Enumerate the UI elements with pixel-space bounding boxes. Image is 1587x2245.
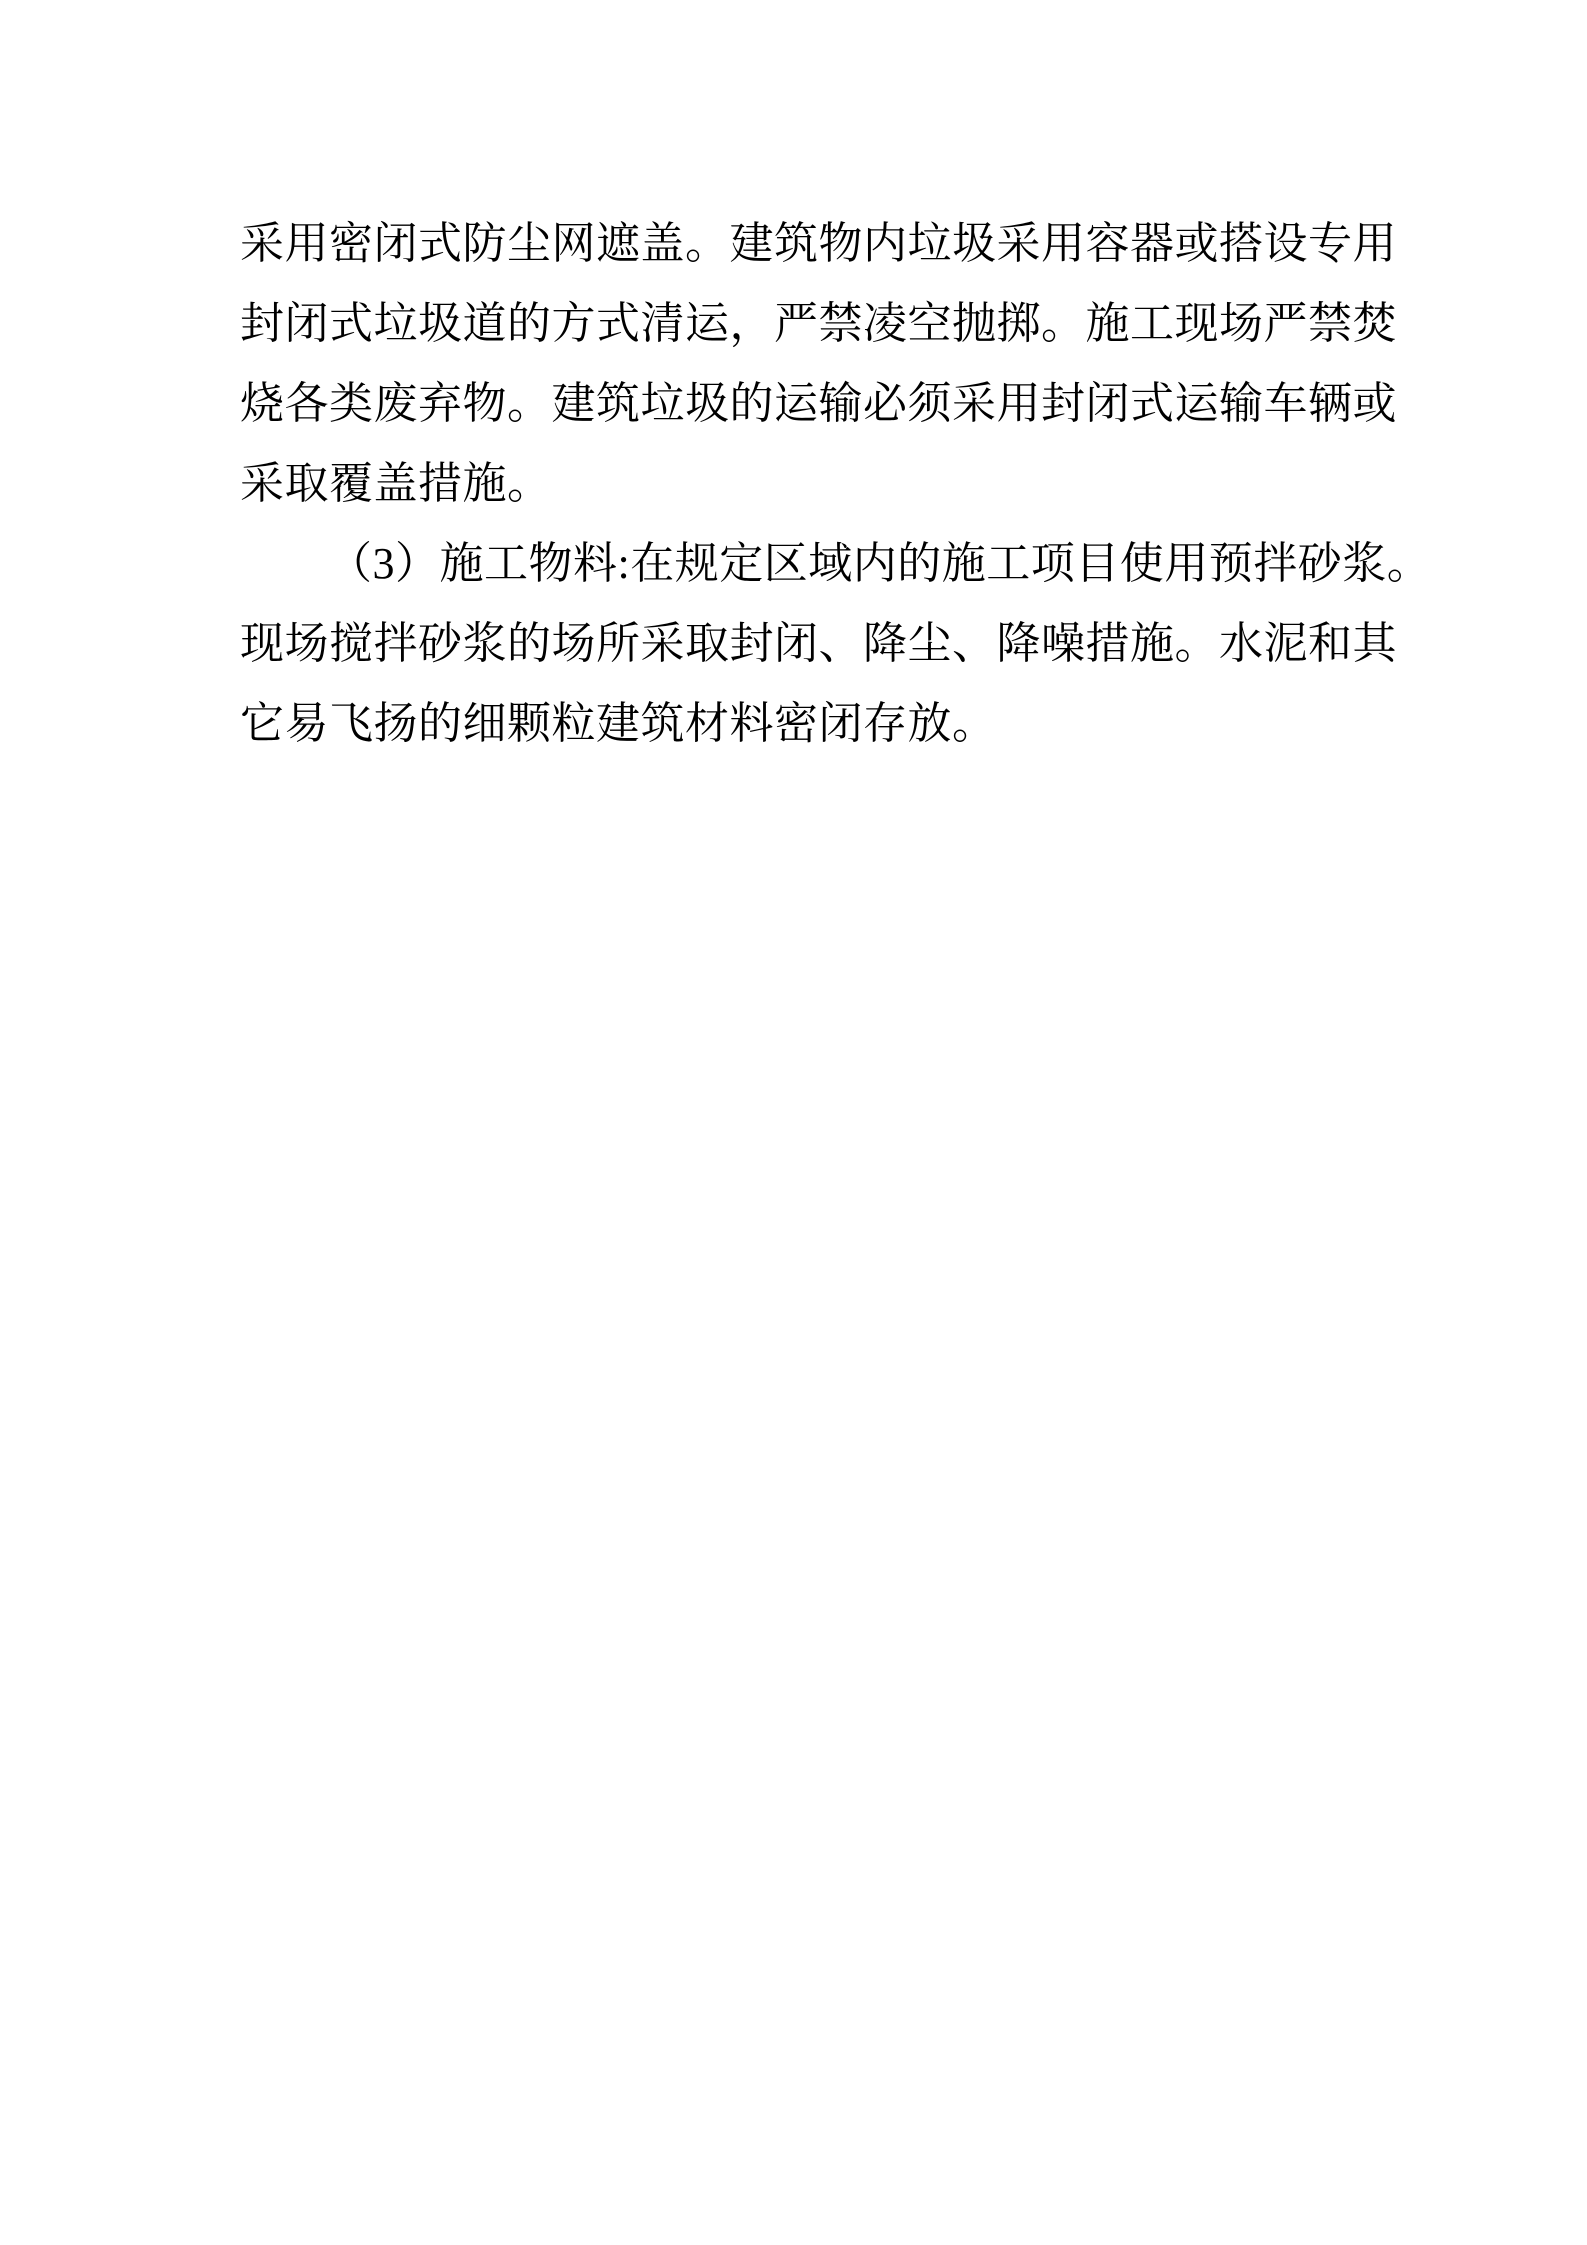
text-line: 现场搅拌砂浆的场所采取封闭、降尘、降噪措施。水泥和其 [240, 619, 1397, 668]
paragraph-1 [240, 204, 1397, 524]
text-line: 采用密闭式防尘网遮盖。建筑物内垃圾采用容器或搭设专用 [240, 219, 1397, 268]
text-line: （3）施工物料:在规定区域内的施工项目使用预拌砂浆。 [328, 539, 1432, 588]
paragraph-2 [240, 524, 1432, 764]
text-line: 封闭式垃圾道的方式清运，严禁凌空抛掷。施工现场严禁焚 [240, 299, 1397, 348]
body-text [240, 204, 1432, 764]
text-line: 它易飞扬的细颗粒建筑材料密闭存放。 [240, 699, 997, 748]
text-line: 烧各类废弃物。建筑垃圾的运输必须采用封闭式运输车辆或 [240, 379, 1397, 428]
text-line: 采取覆盖措施。 [240, 459, 552, 508]
